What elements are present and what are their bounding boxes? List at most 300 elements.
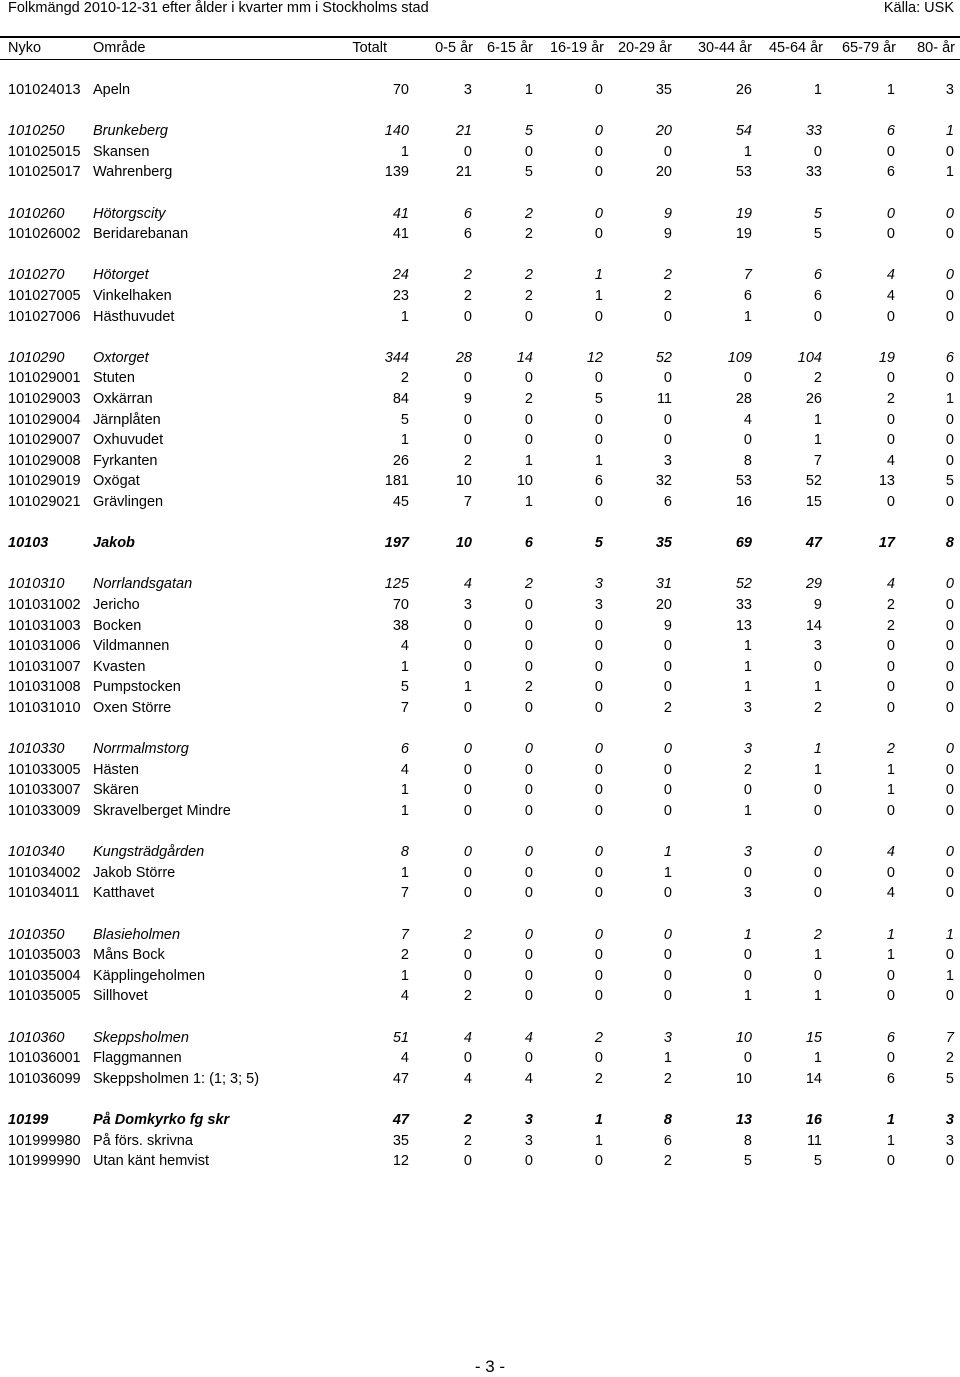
district-summary-row bbox=[0, 266, 960, 284]
cell-age-16-19: 3 bbox=[594, 576, 603, 593]
cell-age-45-64: 1 bbox=[813, 679, 822, 696]
cell-age-30-44: 0 bbox=[743, 967, 752, 984]
cell-age-20-29: 0 bbox=[663, 926, 672, 943]
cell-age-30-44: 1 bbox=[743, 143, 752, 160]
cell-age-30-44: 69 bbox=[735, 535, 752, 552]
district-summary-row bbox=[0, 926, 960, 944]
cell-age-6-15: 2 bbox=[524, 288, 533, 304]
cell-age-20-29: 20 bbox=[655, 597, 672, 613]
cell-age-80: 0 bbox=[945, 308, 954, 325]
column-header-nyko: Nyko bbox=[8, 40, 42, 56]
cell-age-80: 0 bbox=[945, 267, 954, 284]
cell-omrade: Hästen bbox=[93, 761, 139, 778]
cell-totalt: 4 bbox=[400, 761, 409, 778]
cell-nyko: 101031007 bbox=[8, 658, 81, 675]
cell-totalt: 8 bbox=[400, 844, 409, 861]
cell-age-0-5: 0 bbox=[463, 432, 472, 449]
cell-age-30-44: 5 bbox=[743, 1153, 752, 1170]
cell-age-20-29: 0 bbox=[663, 370, 672, 387]
table-row bbox=[0, 369, 960, 387]
cell-nyko: 101027006 bbox=[8, 308, 81, 325]
cell-age-45-64: 1 bbox=[813, 82, 822, 98]
cell-age-30-44: 0 bbox=[743, 947, 752, 964]
cell-age-30-44: 19 bbox=[735, 205, 752, 222]
cell-omrade: Grävlingen bbox=[93, 494, 164, 510]
cell-age-45-64: 0 bbox=[813, 658, 822, 675]
cell-age-20-29: 1 bbox=[663, 844, 672, 861]
cell-age-0-5: 1 bbox=[463, 679, 472, 696]
cell-age-30-44: 3 bbox=[743, 741, 752, 758]
cell-age-45-64: 26 bbox=[805, 391, 822, 407]
cell-age-65-79: 1 bbox=[886, 782, 895, 799]
district-summary-row bbox=[0, 205, 960, 223]
cell-age-0-5: 0 bbox=[463, 1153, 472, 1170]
cell-omrade: Bocken bbox=[93, 617, 142, 634]
cell-nyko: 101027005 bbox=[8, 288, 81, 304]
cell-nyko: 101033005 bbox=[8, 761, 81, 778]
cell-nyko: 101036099 bbox=[8, 1070, 81, 1087]
cell-age-6-15: 2 bbox=[524, 226, 533, 243]
cell-totalt: 1 bbox=[400, 658, 409, 675]
cell-age-80: 0 bbox=[945, 288, 954, 304]
cell-age-16-19: 0 bbox=[594, 967, 603, 984]
cell-age-16-19: 0 bbox=[594, 123, 603, 140]
cell-age-65-79: 1 bbox=[886, 926, 895, 943]
cell-age-30-44: 1 bbox=[743, 988, 752, 1005]
cell-nyko: 1010260 bbox=[8, 205, 65, 222]
cell-omrade: Skansen bbox=[93, 143, 150, 160]
cell-omrade: Hästhuvudet bbox=[93, 308, 175, 325]
cell-totalt: 38 bbox=[392, 617, 409, 634]
cell-age-45-64: 0 bbox=[813, 143, 822, 160]
cell-age-6-15: 0 bbox=[524, 761, 533, 778]
cell-age-0-5: 2 bbox=[463, 988, 472, 1005]
cell-nyko: 101025017 bbox=[8, 164, 81, 181]
cell-omrade: Kvasten bbox=[93, 658, 146, 675]
cell-omrade: Oxhuvudet bbox=[93, 432, 164, 449]
cell-age-80: 0 bbox=[945, 617, 954, 634]
cell-age-0-5: 0 bbox=[463, 617, 472, 634]
cell-age-20-29: 3 bbox=[663, 1029, 672, 1046]
cell-age-20-29: 0 bbox=[663, 947, 672, 964]
cell-age-16-19: 1 bbox=[594, 288, 603, 304]
cell-nyko: 1010340 bbox=[8, 844, 65, 861]
cell-age-6-15: 0 bbox=[524, 864, 533, 881]
cell-age-30-44: 109 bbox=[727, 349, 752, 366]
cell-age-6-15: 0 bbox=[524, 658, 533, 675]
cell-age-0-5: 4 bbox=[463, 576, 472, 593]
column-header-age-30-44: 30-44 år bbox=[697, 40, 752, 56]
cell-totalt: 7 bbox=[400, 700, 409, 716]
cell-age-65-79: 0 bbox=[886, 1050, 895, 1067]
cell-age-16-19: 0 bbox=[594, 761, 603, 778]
cell-age-80: 1 bbox=[945, 164, 954, 181]
cell-age-80: 0 bbox=[945, 411, 954, 428]
column-header-age-65-79: 65-79 år bbox=[841, 40, 896, 56]
cell-age-0-5: 4 bbox=[463, 1070, 472, 1087]
cell-age-80: 0 bbox=[945, 782, 954, 799]
column-header-age-16-19: 16-19 år bbox=[549, 40, 604, 56]
cell-omrade: Skeppsholmen bbox=[93, 1029, 189, 1046]
cell-age-6-15: 0 bbox=[524, 370, 533, 387]
page-number: - 3 - bbox=[474, 1357, 506, 1376]
cell-nyko: 101035004 bbox=[8, 967, 81, 984]
cell-totalt: 24 bbox=[392, 267, 409, 284]
cell-age-6-15: 5 bbox=[524, 164, 533, 181]
cell-nyko: 101034011 bbox=[8, 885, 80, 902]
cell-omrade: Hötorget bbox=[93, 267, 149, 284]
cell-age-45-64: 33 bbox=[805, 123, 822, 140]
cell-age-80: 0 bbox=[945, 844, 954, 861]
cell-totalt: 1 bbox=[400, 967, 409, 984]
cell-age-80: 0 bbox=[945, 143, 954, 160]
column-header-totalt: Totalt bbox=[352, 40, 387, 56]
cell-age-20-29: 9 bbox=[663, 617, 672, 634]
cell-totalt: 47 bbox=[392, 1070, 409, 1087]
cell-age-20-29: 2 bbox=[663, 1070, 672, 1087]
cell-totalt: 1 bbox=[400, 432, 409, 449]
table-row bbox=[0, 864, 960, 882]
cell-age-6-15: 1 bbox=[524, 452, 533, 469]
cell-nyko: 101024013 bbox=[8, 82, 81, 98]
cell-age-80: 0 bbox=[945, 741, 954, 758]
cell-age-45-64: 1 bbox=[813, 761, 822, 778]
cell-age-20-29: 0 bbox=[663, 741, 672, 758]
cell-age-80: 0 bbox=[945, 885, 954, 902]
cell-age-45-64: 52 bbox=[805, 473, 822, 490]
cell-age-45-64: 15 bbox=[805, 1029, 822, 1046]
cell-age-0-5: 6 bbox=[463, 226, 472, 243]
cell-age-45-64: 15 bbox=[805, 494, 822, 510]
table-row bbox=[0, 1070, 960, 1088]
table-row bbox=[0, 390, 960, 408]
cell-nyko: 101031010 bbox=[8, 700, 81, 716]
table-row bbox=[0, 637, 960, 655]
cell-totalt: 23 bbox=[392, 288, 409, 304]
cell-age-45-64: 2 bbox=[813, 926, 822, 943]
cell-age-0-5: 0 bbox=[463, 1050, 472, 1067]
cell-age-65-79: 1 bbox=[886, 761, 895, 778]
cell-age-65-79: 4 bbox=[886, 576, 895, 593]
cell-age-20-29: 9 bbox=[663, 226, 672, 243]
table-row bbox=[0, 472, 960, 490]
cell-age-45-64: 29 bbox=[805, 576, 822, 593]
cell-age-65-79: 2 bbox=[886, 617, 895, 634]
table-row bbox=[0, 1152, 960, 1170]
cell-omrade: Wahrenberg bbox=[93, 164, 173, 181]
cell-age-30-44: 0 bbox=[743, 432, 752, 449]
cell-age-65-79: 0 bbox=[886, 143, 895, 160]
cell-age-65-79: 6 bbox=[886, 164, 895, 181]
cell-omrade: Brunkeberg bbox=[93, 123, 168, 140]
cell-nyko: 101029003 bbox=[8, 391, 81, 407]
cell-age-16-19: 0 bbox=[594, 947, 603, 964]
cell-age-20-29: 6 bbox=[663, 494, 672, 510]
table-row bbox=[0, 678, 960, 696]
cell-age-45-64: 104 bbox=[797, 349, 822, 366]
cell-age-65-79: 0 bbox=[886, 988, 895, 1005]
cell-age-6-15: 0 bbox=[524, 432, 533, 449]
source-label: Källa: USK bbox=[883, 0, 954, 16]
cell-age-80: 0 bbox=[945, 432, 954, 449]
cell-age-65-79: 0 bbox=[886, 494, 895, 510]
cell-omrade: Fyrkanten bbox=[93, 452, 158, 469]
cell-age-6-15: 14 bbox=[516, 349, 533, 366]
cell-nyko: 101035005 bbox=[8, 988, 81, 1005]
cell-age-20-29: 11 bbox=[656, 391, 672, 407]
cell-totalt: 6 bbox=[400, 741, 409, 758]
cell-nyko: 101029021 bbox=[8, 494, 81, 510]
cell-totalt: 47 bbox=[392, 1112, 409, 1128]
cell-omrade: Flaggmannen bbox=[93, 1050, 182, 1067]
cell-age-30-44: 2 bbox=[743, 761, 752, 778]
cell-age-65-79: 6 bbox=[886, 1070, 895, 1087]
cell-age-0-5: 2 bbox=[463, 267, 472, 284]
cell-age-80: 5 bbox=[945, 473, 954, 490]
cell-age-30-44: 1 bbox=[743, 658, 752, 675]
cell-age-45-64: 3 bbox=[813, 638, 822, 655]
cell-age-30-44: 0 bbox=[743, 1050, 752, 1067]
cell-age-6-15: 5 bbox=[524, 123, 533, 140]
cell-nyko: 101026002 bbox=[8, 226, 81, 243]
cell-omrade: Pumpstocken bbox=[93, 679, 181, 696]
cell-age-65-79: 0 bbox=[886, 679, 895, 696]
cell-omrade: Oxen Större bbox=[93, 700, 172, 716]
table-row bbox=[0, 452, 960, 470]
cell-age-20-29: 0 bbox=[663, 143, 672, 160]
cell-age-30-44: 0 bbox=[743, 782, 752, 799]
cell-age-30-44: 0 bbox=[743, 370, 752, 387]
cell-age-20-29: 32 bbox=[655, 473, 672, 490]
cell-age-6-15: 0 bbox=[524, 885, 533, 902]
cell-age-80: 0 bbox=[945, 576, 954, 593]
table-row bbox=[0, 781, 960, 799]
cell-age-20-29: 31 bbox=[655, 576, 672, 593]
cell-age-80: 0 bbox=[945, 761, 954, 778]
cell-omrade: Oxtorget bbox=[93, 349, 149, 366]
cell-age-80: 0 bbox=[945, 452, 954, 469]
table-row bbox=[0, 946, 960, 964]
district-summary-row bbox=[0, 1029, 960, 1047]
cell-nyko: 101031008 bbox=[8, 679, 81, 696]
table-row bbox=[0, 987, 960, 1005]
cell-nyko: 1010360 bbox=[8, 1029, 65, 1046]
district-summary-row bbox=[0, 349, 960, 367]
cell-age-65-79: 2 bbox=[886, 741, 895, 758]
cell-totalt: 41 bbox=[392, 205, 409, 222]
cell-age-80: 5 bbox=[945, 1070, 954, 1087]
cell-age-0-5: 0 bbox=[463, 658, 472, 675]
cell-age-16-19: 0 bbox=[594, 926, 603, 943]
cell-totalt: 125 bbox=[384, 576, 409, 593]
cell-age-6-15: 0 bbox=[524, 741, 533, 758]
table-row bbox=[0, 884, 960, 902]
cell-age-0-5: 2 bbox=[463, 1132, 472, 1149]
cell-omrade: Oxögat bbox=[93, 473, 140, 490]
cell-age-16-19: 2 bbox=[594, 1070, 603, 1087]
cell-age-45-64: 14 bbox=[805, 617, 822, 634]
cell-totalt: 7 bbox=[400, 926, 409, 943]
cell-age-45-64: 5 bbox=[813, 1153, 822, 1170]
cell-age-80: 0 bbox=[945, 947, 954, 964]
cell-age-30-44: 7 bbox=[743, 267, 752, 284]
cell-age-20-29: 1 bbox=[663, 1050, 672, 1067]
cell-omrade: Järnplåten bbox=[93, 411, 161, 428]
cell-age-80: 0 bbox=[945, 658, 954, 675]
cell-age-30-44: 1 bbox=[743, 308, 752, 325]
cell-age-16-19: 0 bbox=[594, 432, 603, 449]
table-row bbox=[0, 1049, 960, 1067]
cell-age-0-5: 9 bbox=[463, 391, 472, 407]
table-row bbox=[0, 658, 960, 676]
cell-age-45-64: 16 bbox=[805, 1112, 822, 1128]
cell-age-65-79: 6 bbox=[886, 1029, 895, 1046]
cell-age-20-29: 2 bbox=[663, 1153, 672, 1170]
cell-age-0-5: 2 bbox=[463, 452, 472, 469]
cell-age-16-19: 0 bbox=[594, 844, 603, 861]
cell-age-6-15: 0 bbox=[524, 617, 533, 634]
cell-age-45-64: 2 bbox=[813, 700, 822, 716]
cell-age-0-5: 0 bbox=[463, 700, 472, 716]
cell-totalt: 2 bbox=[400, 947, 409, 964]
cell-age-80: 8 bbox=[945, 535, 954, 552]
cell-age-6-15: 2 bbox=[524, 576, 533, 593]
table-row bbox=[0, 81, 960, 99]
cell-age-65-79: 17 bbox=[878, 535, 895, 552]
cell-age-6-15: 4 bbox=[524, 1029, 533, 1046]
cell-age-0-5: 3 bbox=[463, 597, 472, 613]
cell-age-30-44: 26 bbox=[735, 82, 752, 98]
cell-age-80: 7 bbox=[945, 1029, 954, 1046]
cell-nyko: 101031006 bbox=[8, 638, 81, 655]
cell-age-65-79: 2 bbox=[886, 597, 895, 613]
cell-age-30-44: 52 bbox=[735, 576, 752, 593]
cell-nyko: 101029007 bbox=[8, 432, 81, 449]
cell-nyko: 1010310 bbox=[8, 576, 65, 593]
header-rule-bottom bbox=[0, 59, 960, 60]
cell-age-20-29: 0 bbox=[663, 308, 672, 325]
cell-age-0-5: 0 bbox=[463, 761, 472, 778]
cell-age-45-64: 47 bbox=[805, 535, 822, 552]
cell-age-30-44: 3 bbox=[743, 844, 752, 861]
cell-age-20-29: 0 bbox=[663, 411, 672, 428]
cell-age-16-19: 3 bbox=[594, 597, 603, 613]
cell-omrade: Jericho bbox=[93, 597, 140, 613]
cell-age-65-79: 0 bbox=[886, 700, 895, 716]
cell-age-16-19: 0 bbox=[594, 741, 603, 758]
cell-age-6-15: 0 bbox=[524, 967, 533, 984]
cell-omrade: På Domkyrko fg skr bbox=[93, 1112, 230, 1128]
cell-omrade: Apeln bbox=[93, 82, 131, 98]
cell-age-16-19: 0 bbox=[594, 1050, 603, 1067]
cell-nyko: 101031003 bbox=[8, 617, 81, 634]
cell-age-16-19: 0 bbox=[594, 164, 603, 181]
cell-age-65-79: 0 bbox=[886, 411, 895, 428]
cell-age-80: 0 bbox=[945, 1153, 954, 1170]
cell-age-30-44: 8 bbox=[743, 1132, 752, 1149]
cell-totalt: 84 bbox=[392, 391, 409, 407]
cell-age-45-64: 1 bbox=[813, 741, 822, 758]
cell-age-80: 1 bbox=[945, 967, 954, 984]
cell-totalt: 2 bbox=[400, 370, 409, 387]
cell-age-16-19: 0 bbox=[594, 988, 603, 1005]
cell-age-45-64: 0 bbox=[813, 967, 822, 984]
cell-nyko: 101033007 bbox=[8, 782, 81, 799]
cell-age-16-19: 1 bbox=[594, 452, 603, 469]
cell-age-16-19: 0 bbox=[594, 494, 603, 510]
cell-totalt: 35 bbox=[392, 1132, 409, 1149]
cell-age-80: 3 bbox=[945, 1112, 954, 1128]
cell-age-0-5: 0 bbox=[463, 864, 472, 881]
cell-age-0-5: 0 bbox=[463, 844, 472, 861]
table-row bbox=[0, 699, 960, 717]
cell-age-30-44: 6 bbox=[743, 288, 752, 304]
cell-age-6-15: 1 bbox=[524, 82, 533, 98]
cell-age-20-29: 3 bbox=[663, 452, 672, 469]
cell-age-30-44: 19 bbox=[735, 226, 752, 243]
cell-age-16-19: 0 bbox=[594, 226, 603, 243]
cell-omrade: Utan känt hemvist bbox=[93, 1153, 210, 1170]
cell-age-45-64: 0 bbox=[813, 844, 822, 861]
table-row bbox=[0, 617, 960, 635]
table-row bbox=[0, 802, 960, 820]
cell-totalt: 197 bbox=[384, 535, 409, 552]
cell-nyko: 101029004 bbox=[8, 411, 81, 428]
cell-age-80: 0 bbox=[945, 679, 954, 696]
table-row bbox=[0, 967, 960, 985]
cell-age-16-19: 0 bbox=[594, 658, 603, 675]
cell-age-16-19: 2 bbox=[594, 1029, 603, 1046]
cell-age-6-15: 0 bbox=[524, 597, 533, 613]
cell-age-20-29: 0 bbox=[663, 803, 672, 819]
cell-age-6-15: 0 bbox=[524, 1050, 533, 1067]
cell-nyko: 101036001 bbox=[8, 1050, 81, 1067]
cell-age-20-29: 0 bbox=[663, 432, 672, 449]
cell-age-16-19: 12 bbox=[586, 349, 603, 366]
cell-age-65-79: 4 bbox=[886, 844, 895, 861]
cell-nyko: 101999980 bbox=[8, 1132, 81, 1149]
cell-age-0-5: 2 bbox=[463, 926, 472, 943]
cell-omrade: Blasieholmen bbox=[93, 926, 181, 943]
cell-age-16-19: 0 bbox=[594, 308, 603, 325]
cell-age-6-15: 3 bbox=[524, 1132, 533, 1149]
cell-age-65-79: 6 bbox=[886, 123, 895, 140]
cell-age-0-5: 7 bbox=[463, 494, 472, 510]
cell-age-80: 0 bbox=[945, 700, 954, 716]
cell-omrade: Norrmalmstorg bbox=[93, 741, 189, 758]
cell-totalt: 4 bbox=[400, 1050, 409, 1067]
table-row bbox=[0, 308, 960, 326]
cell-omrade: Katthavet bbox=[93, 885, 155, 902]
cell-age-45-64: 0 bbox=[813, 782, 822, 799]
cell-age-65-79: 1 bbox=[886, 82, 895, 98]
cell-age-65-79: 2 bbox=[886, 391, 895, 407]
cell-age-30-44: 1 bbox=[743, 638, 752, 655]
cell-totalt: 5 bbox=[400, 679, 409, 696]
cell-age-65-79: 19 bbox=[878, 349, 895, 366]
cell-age-30-44: 13 bbox=[735, 1112, 752, 1128]
cell-totalt: 1 bbox=[400, 308, 409, 325]
cell-age-6-15: 0 bbox=[524, 308, 533, 325]
cell-nyko: 1010290 bbox=[8, 349, 65, 366]
cell-omrade: Skravelberget Mindre bbox=[93, 803, 231, 819]
cell-age-6-15: 4 bbox=[524, 1070, 533, 1087]
cell-age-20-29: 0 bbox=[663, 988, 672, 1005]
cell-nyko: 101025015 bbox=[8, 143, 81, 160]
cell-age-6-15: 0 bbox=[524, 803, 533, 819]
cell-age-6-15: 0 bbox=[524, 411, 533, 428]
cell-age-6-15: 1 bbox=[524, 494, 533, 510]
